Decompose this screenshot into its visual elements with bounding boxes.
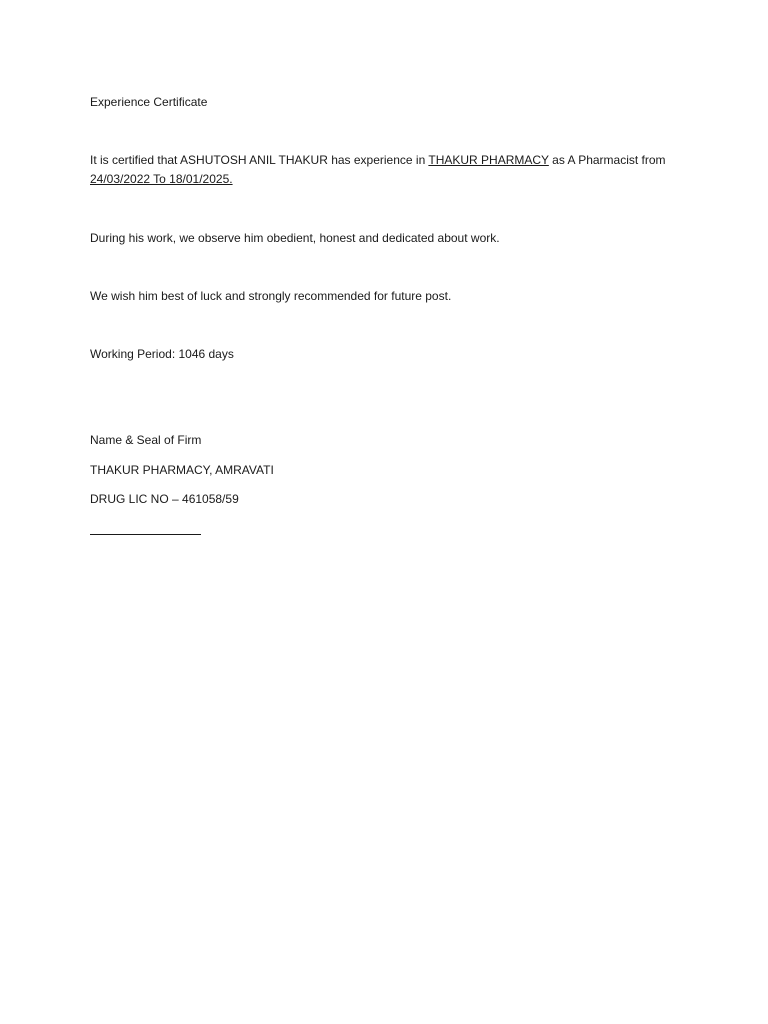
seal-label: Name & Seal of Firm: [90, 433, 202, 447]
conduct-paragraph: During his work, we observe him obedient, honest and dedicated about work.: [90, 231, 500, 245]
employer-name: THAKUR PHARMACY: [428, 153, 549, 167]
certification-role: as A Pharmacist from: [548, 153, 666, 167]
employment-dates: 24/03/2022 To 18/01/2025.: [90, 172, 233, 186]
certification-paragraph-line-1: [90, 152, 666, 168]
certification-prefix: It is certified that ASHUTOSH ANIL THAKUR has experience in: [90, 153, 429, 167]
certificate-title: Experience Certificate: [90, 95, 208, 109]
working-period: Working Period: 1046 days: [90, 347, 234, 361]
wishes-paragraph: We wish him best of luck and strongly recommended for future post.: [90, 289, 452, 303]
signature-line: [90, 534, 201, 535]
drug-license-number: DRUG LIC NO – 461058/59: [90, 492, 239, 506]
firm-name: THAKUR PHARMACY, AMRAVATI: [90, 463, 274, 477]
